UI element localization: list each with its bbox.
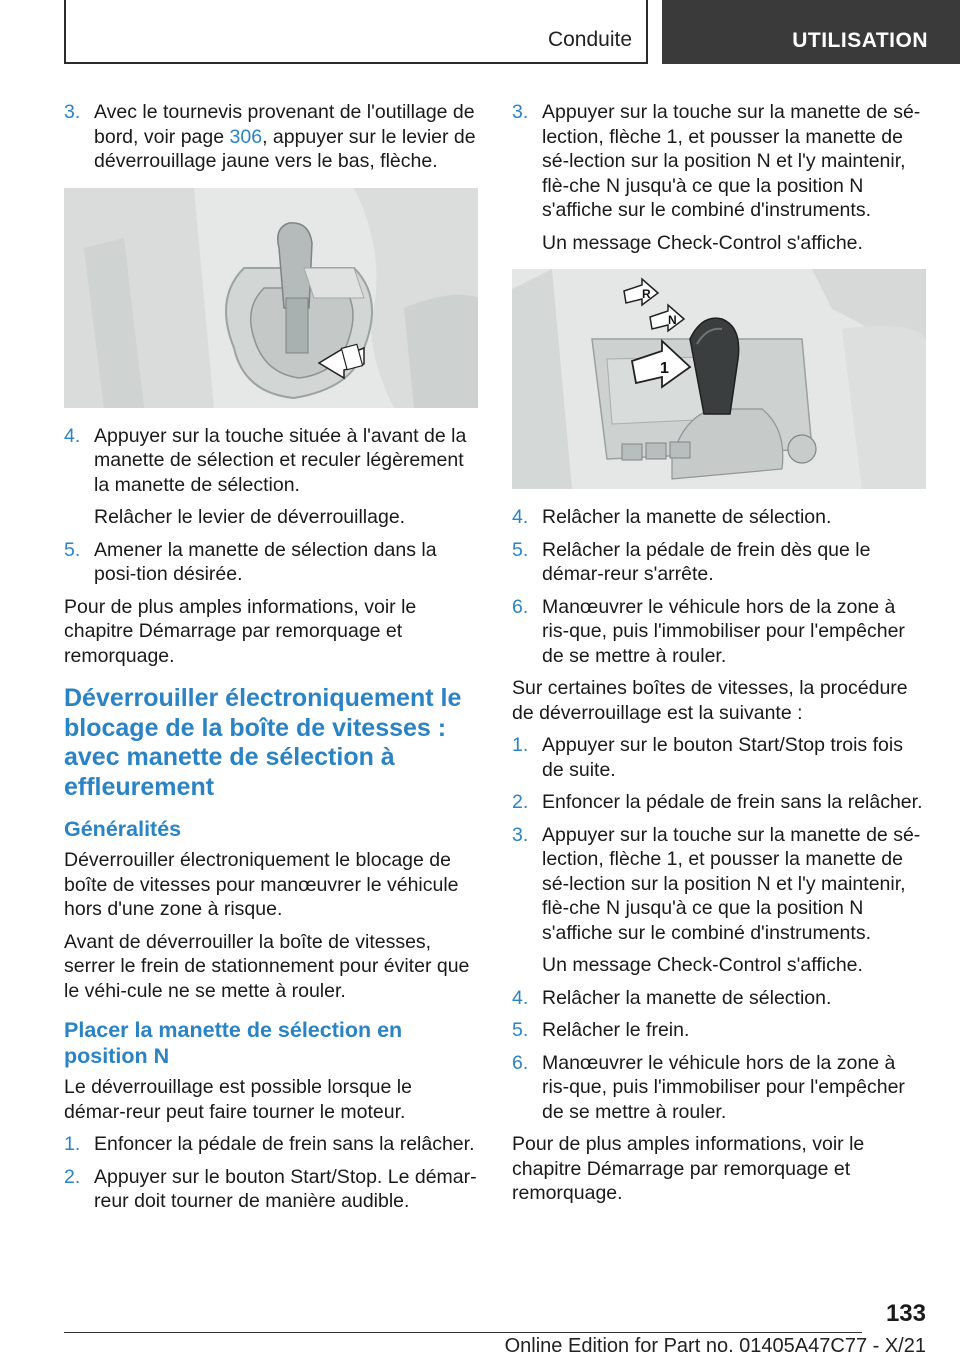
general-para-1: Déverrouiller électroniquement le blocage de boîte de vitesses pour manœuvrer le véhicule hors d'une zone à risque. [64,849,459,920]
right-step-c-2 [512,790,926,815]
footer-divider [64,1332,862,1333]
right-step-3 [512,100,926,223]
page-number: 133 [885,1300,926,1327]
right-step-c-3-subpara: Un message Check-Control s'affiche. [542,954,863,976]
step-text: Amener la manette de sélection dans la posi‐tion désirée. [94,538,437,585]
right-step-c-3 [512,823,926,946]
step-text: Manœuvrer le véhicule hors de la zone à ris‐que, puis l'immobiliser pour l'empêcher de se mettre à rouler. [542,595,905,667]
step-number: 5. [512,1019,529,1041]
figure-label-r: R [642,287,651,301]
left-column [64,100,478,1222]
step-number: 2. [512,791,529,813]
right-step-c-6 [512,1051,926,1125]
figure-illustration [512,269,926,489]
step-number: 6. [512,595,529,618]
left-step-c-2 [64,1165,478,1214]
header-section-box [64,0,648,64]
step-number: 3. [512,101,529,123]
heading-electronic-unlock: Déverrouiller électroniquement le blocage de la boîte de vitesses : avec manette de sélection à effleurement [64,684,462,801]
right-step-c-5 [512,1018,926,1043]
step-number: 1. [64,1133,81,1155]
left-step-c-1 [64,1132,478,1157]
step-number: 1. [512,734,529,756]
right-column [512,100,926,1214]
step-number: 5. [64,538,81,561]
step-text: Appuyer sur la touche sur la manette de sé‐lection, flèche 1, et pousser la manette de sé‐lection sur la position N et l'y maintenir, flè‐che N jusqu'à ce que la position N s'affiche sur le combiné d'instruments. [542,101,921,221]
figure-label-1: 1 [660,360,669,377]
step-text: Relâcher la pédale de frein dès que le démar‐reur s'arrête. [542,538,871,585]
step-text: Enfoncer la pédale de frein sans la relâcher. [542,791,923,813]
step-text: Appuyer sur la touche sur la manette de sé‐lection, flèche 1, et pousser la manette de sé‐lection sur la position N et l'y maintenir, flè‐che N jusqu'à ce que la position N s'affiche sur le combiné d'instruments. [542,823,921,944]
step-number: 4. [512,986,529,1009]
step-number: 6. [512,1051,529,1074]
step-text [94,100,478,174]
step-text: Relâcher la manette de sélection. [542,506,832,528]
figure-gear-shifter-unlock-lever [64,188,478,408]
right-step-c-4 [512,986,926,1011]
step-text: Appuyer sur la touche située à l'avant de la manette de sélection et reculer légèrement la manette de sélection. [94,424,467,496]
left-step-3 [64,100,478,174]
step-text: Relâcher la manette de sélection. [542,986,832,1009]
step-number: 3. [64,101,81,123]
right-step-3-subpara: Un message Check-Control s'affiche. [542,231,863,254]
heading-position-n: Placer la manette de sélection en position N [64,1018,403,1068]
step-text: Appuyer sur le bouton Start/Stop. Le démar‐reur doit tourner de manière audible. [94,1165,477,1212]
position-n-para: Le déverrouillage est possible lorsque le démar‐reur peut faire tourner le moteur. [64,1076,412,1123]
left-step-4-subpara: Relâcher le levier de déverrouillage. [94,506,406,528]
header-chapter-title: UTILISATION [792,29,928,52]
figure-label-n: N [668,313,677,327]
heading-general: Généralités [64,817,182,841]
left-step-5 [64,538,478,587]
right-alt-procedure-para: Sur certaines boîtes de vitesses, la procédure de déverrouillage est la suivante : [512,677,908,724]
right-step-6 [512,595,926,669]
right-more-info-para: Pour de plus amples informations, voir le chapitre Démarrage par remorquage et remorquage. [512,1133,865,1204]
step-number: 4. [512,506,529,528]
step-number: 2. [64,1165,81,1188]
left-more-info-para: Pour de plus amples informations, voir le chapitre Démarrage par remorquage et remorquage. [64,595,417,667]
header-section-title: Conduite [547,28,632,51]
right-step-c-1 [512,733,926,782]
step-text-part: Avec le tournevis provenant de l'outillage de bord, voir page [94,101,475,148]
step-text: Relâcher le frein. [542,1019,690,1041]
figure-touch-selector-lever [512,269,926,489]
left-step-4 [64,424,478,498]
general-para-2: Avant de déverrouiller la boîte de vitesses, serrer le frein de stationnement pour éviter que le véhi‐cule ne se mette à rouler. [64,930,470,1002]
step-text: Appuyer sur le bouton Start/Stop trois fois de suite. [542,734,903,781]
figure-illustration [64,188,478,408]
right-step-5 [512,538,926,587]
right-step-4 [512,505,926,530]
edition-footer: Online Edition for Part no. 01405A47C77 - X/21 [504,1335,926,1357]
step-number: 3. [512,823,529,846]
step-text: Enfoncer la pédale de frein sans la relâcher. [94,1133,475,1155]
step-text-part: , appuyer sur le levier de déverrouillage jaune vers le bas, flèche. [94,125,476,172]
page-reference-link[interactable]: 306 [229,125,263,148]
step-number: 5. [512,538,529,561]
header-chapter-box [662,0,960,64]
step-number: 4. [64,424,81,447]
step-text: Manœuvrer le véhicule hors de la zone à ris‐que, puis l'immobiliser pour l'empêcher de se mettre à rouler. [542,1051,905,1123]
